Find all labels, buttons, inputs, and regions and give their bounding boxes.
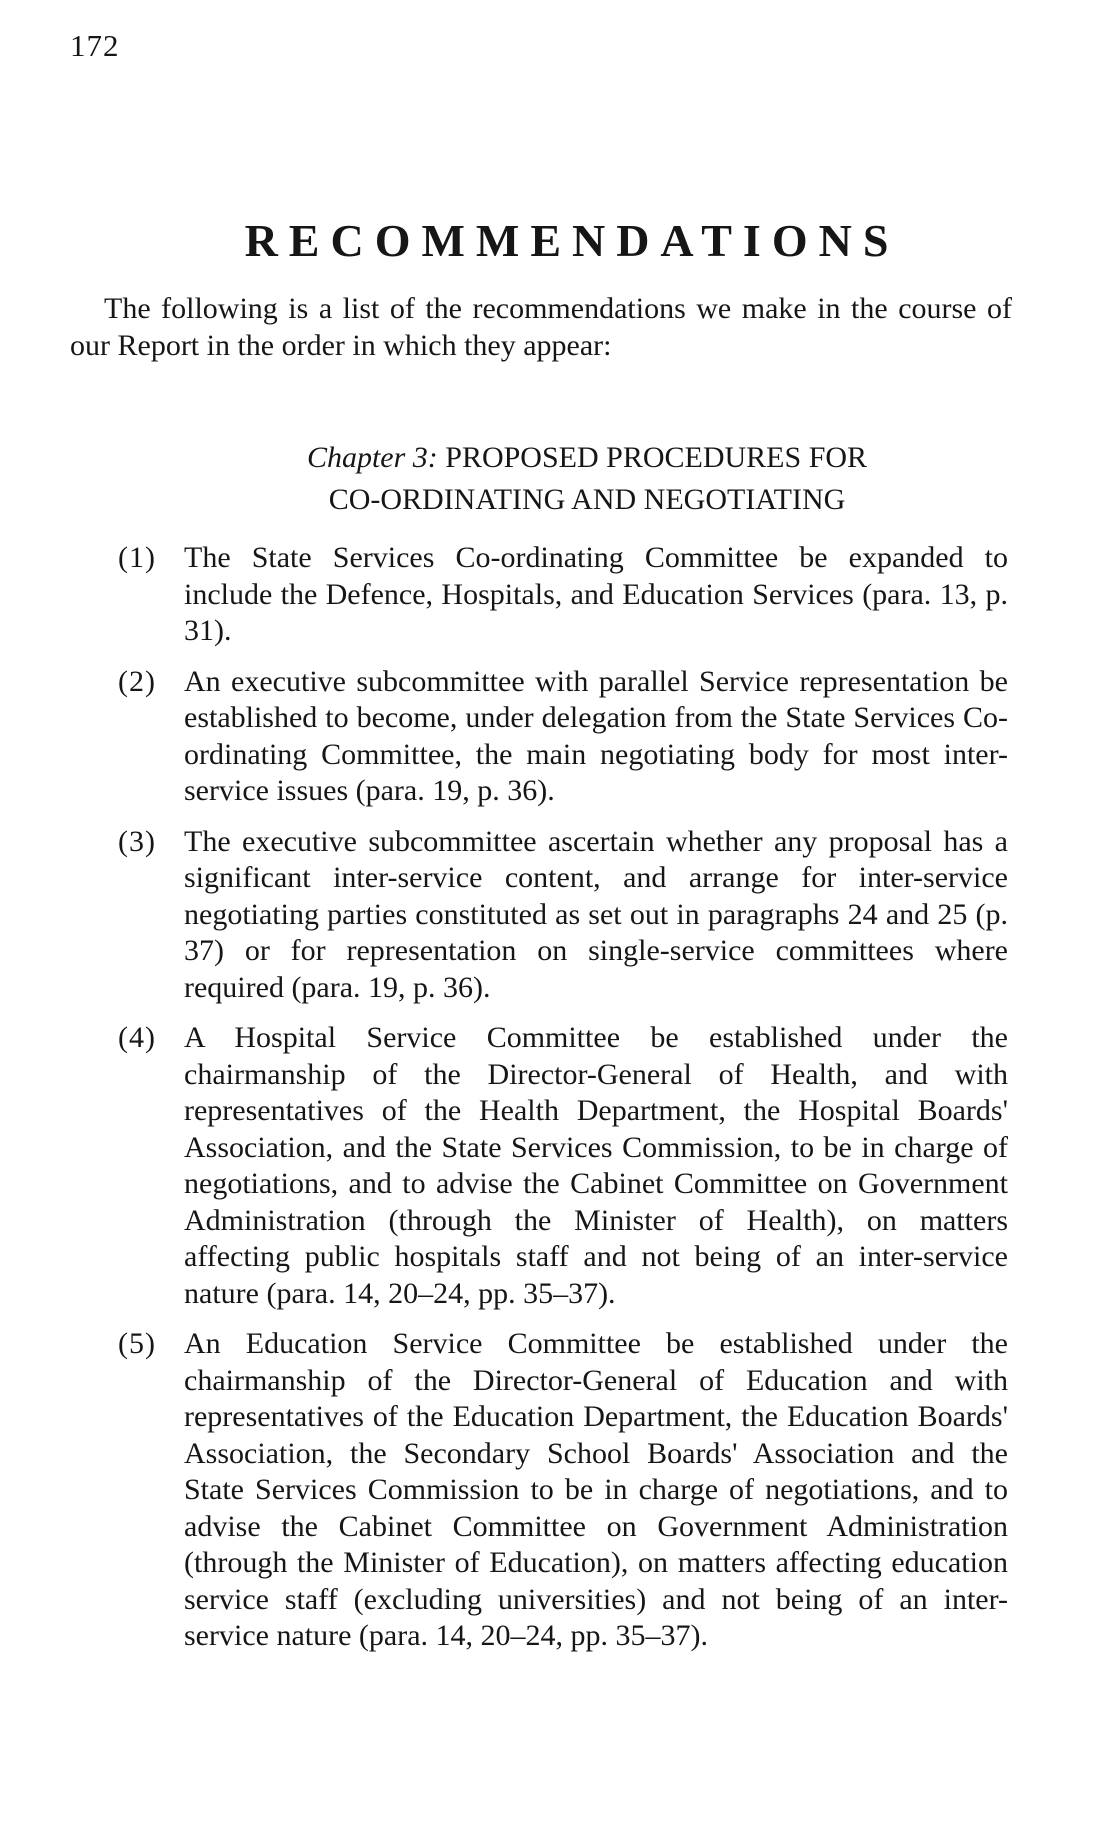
recommendation-text: An Education Service Committee be established under the chairmanship of the Director-General of Education and with representatives of the Education Department, the Education Boards' Association, the Secondary School Boards' Association and the State Services Commission to be in charge of negotiations, and to advise the Cabinet Committee on Government Administration (through the Minister of Education), on matters affecting education service staff (excluding universities) and not being of an inter-service nature (para. 14, 20–24, pp. 35–37). (184, 1327, 1008, 1652)
chapter-heading-line-1 (60, 437, 1114, 479)
chapter-title-part-2: CO-ORDINATING AND NEGOTIATING (328, 483, 846, 516)
recommendation-item (118, 664, 1008, 810)
recommendation-number: (2) (118, 664, 156, 698)
recommendation-number: (1) (118, 541, 156, 574)
recommendation-number: (5) (118, 1327, 156, 1360)
chapter-heading (0, 437, 1114, 521)
chapter-label: Chapter 3: (306, 441, 438, 474)
recommendation-text: The executive subcommittee ascertain whether any proposal has a significant inter-service content, and arrange for inter-service negotiating parties constituted as set out in paragraphs 24 and 25 (p. 37) or for representation on single-service committees where required (para. 19, p. 36). (184, 824, 1008, 1004)
page-number: 172 (70, 28, 120, 63)
recommendation-number: (4) (118, 1021, 156, 1054)
intro-paragraph: The following is a list of the recommendations we make in the course of our Report in the order in which they appear: (70, 292, 1012, 362)
recommendation-text: An executive subcommittee with parallel Service representation be established to become, under delegation from the State Services Co-ordinating Committee, the main negotiating body for most inter-service issues (para. 19, p. 36). (184, 664, 1008, 807)
recommendation-item (118, 1326, 1008, 1655)
recommendation-text: The State Services Co-ordinating Committee be expanded to include the Defence, Hospitals, and Education Services (para. 13, p. 31). (184, 541, 1008, 647)
recommendation-list (118, 540, 1008, 1669)
recommendation-item (118, 1020, 1008, 1312)
chapter-title-part-1: PROPOSED PROCEDURES FOR (445, 441, 868, 474)
recommendation-item (118, 540, 1008, 650)
page-title: RECOMMENDATIONS (244, 215, 900, 266)
recommendation-text: A Hospital Service Committee be established under the chairmanship of the Director-General of Health, and with representatives of the Health Department, the Hospital Boards' Association, and the State Services Commission, to be in charge of negotiations, and to advise the Cabinet Committee on Government Administration (through the Minister of Health), on matters affecting public hospitals staff and not being of an inter-service nature (para. 14, 20–24, pp. 35–37). (184, 1021, 1008, 1310)
recommendation-item (118, 824, 1008, 1007)
recommendation-number: (3) (118, 824, 156, 858)
